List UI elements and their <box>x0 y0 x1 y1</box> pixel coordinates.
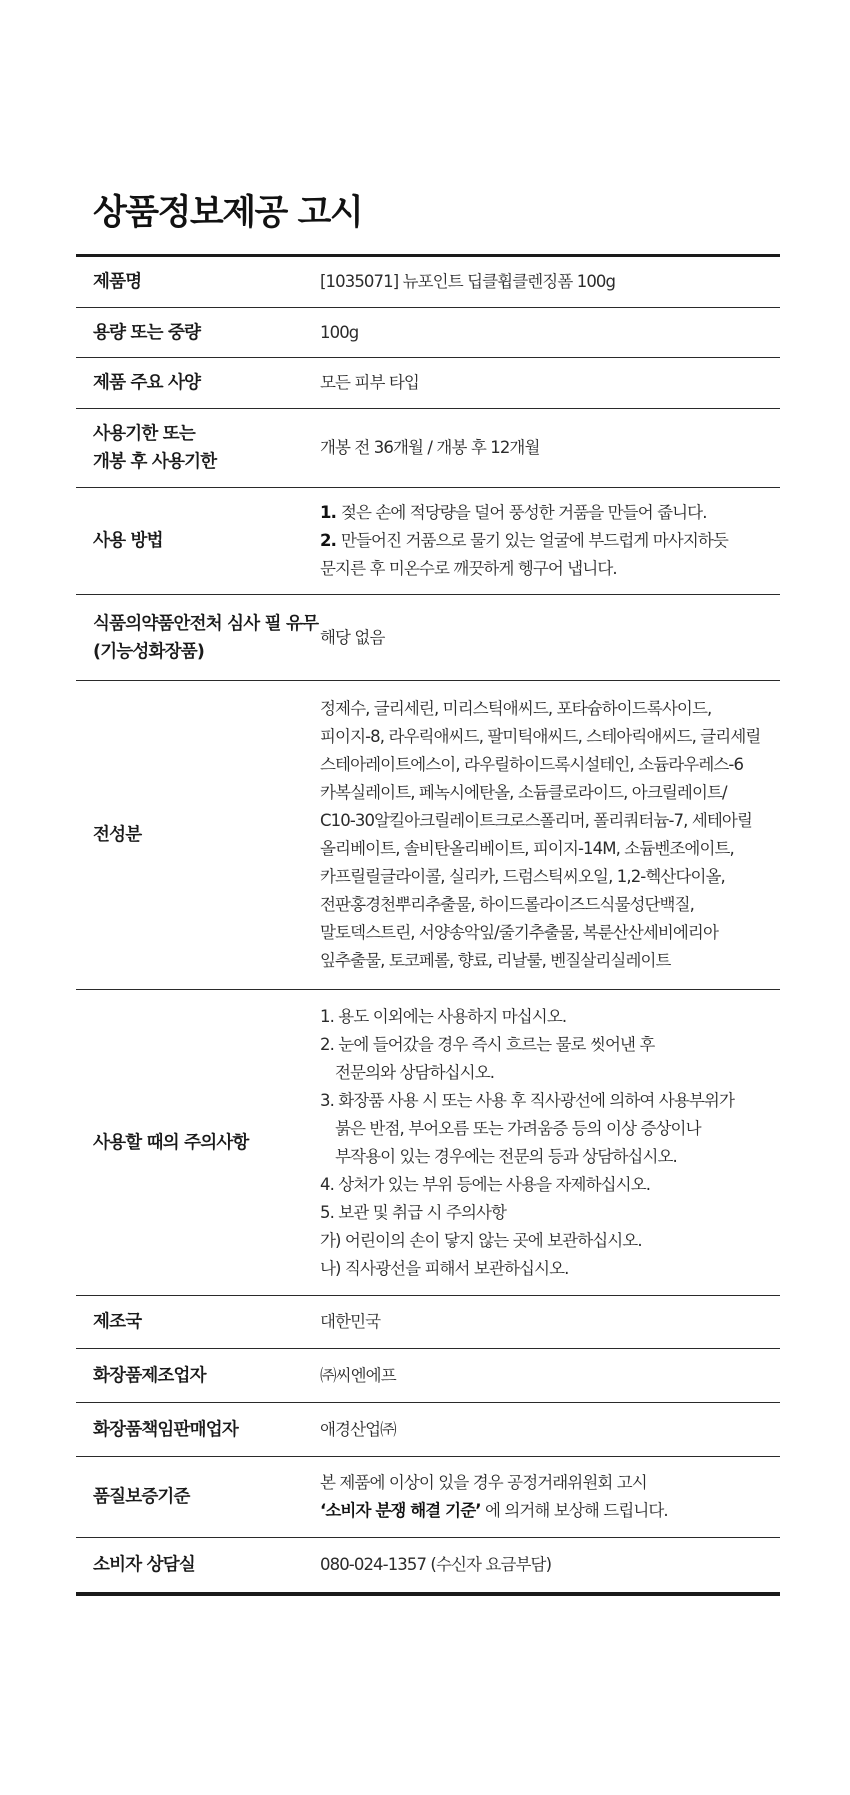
row-mfds <box>76 595 780 681</box>
row-ingredients <box>76 681 780 990</box>
row-label: 사용 방법 <box>93 531 163 551</box>
row-value: 080-024-1357 (수신자 요금부담) <box>320 1555 552 1574</box>
quality-rest: 에 의거해 보상해 드립니다. <box>480 1501 668 1520</box>
ingredient-line: 말토덱스트린, 서양송악잎/줄기추출물, 복룬산산세비에리아 <box>320 923 719 942</box>
step-text: 젖은 손에 적당량을 덜어 풍성한 거품을 만들어 줍니다. <box>340 503 707 522</box>
ingredient-line: 잎추출물, 토코페롤, 향료, 리날룰, 벤질살리실레이트 <box>320 951 671 970</box>
row-label: 소비자 상담실 <box>93 1555 195 1575</box>
row-spec <box>76 358 780 409</box>
caution-line: 1. 용도 이외에는 사용하지 마십시오. <box>320 1006 567 1026</box>
row-value <box>320 499 780 583</box>
row-value <box>320 1003 780 1283</box>
row-quality <box>76 1457 780 1538</box>
row-label: 화장품제조업자 <box>93 1365 206 1386</box>
quality-emphasis: ‘소비자 분쟁 해결 기준’ <box>320 1501 481 1520</box>
row-expiry <box>76 409 780 488</box>
row-label <box>76 610 320 666</box>
row-consumer <box>76 1538 780 1592</box>
label-line: 사용기한 또는 <box>93 424 195 444</box>
caution-line: 5. 보관 및 취급 시 주의사항 <box>320 1202 507 1222</box>
row-value: 100g <box>320 322 359 342</box>
usage-step <box>320 527 770 555</box>
caution-line: 4. 상처가 있는 부위 등에는 사용을 자제하십시오. <box>320 1174 651 1194</box>
ingredient-line: 카복실레이트, 페녹시에탄올, 소듐클로라이드, 아크릴레이트/ <box>320 783 727 802</box>
step-number: 2. <box>320 531 336 550</box>
row-value: 모든 피부 타입 <box>320 373 419 392</box>
ingredient-line: 정제수, 글리세린, 미리스틱애씨드, 포타슘하이드록사이드, <box>320 699 712 718</box>
caution-line: 전문의와 상담하십시오. <box>335 1062 495 1082</box>
caution-line: 2. 눈에 들어갔을 경우 즉시 흐르는 물로 씻어낸 후 <box>320 1034 655 1054</box>
usage-step-continued: 문지른 후 미온수로 깨끗하게 헹구어 냅니다. <box>320 559 617 578</box>
caution-line: 가) 어린이의 손이 닿지 않는 곳에 보관하십시오. <box>320 1230 642 1250</box>
caution-line: 3. 화장품 사용 시 또는 사용 후 직사광선에 의하여 사용부위가 <box>320 1090 734 1110</box>
caution-line: 붉은 반점, 부어오름 또는 가려움증 등의 이상 증상이나 <box>335 1118 701 1138</box>
row-label: 화장품책임판매업자 <box>93 1419 238 1440</box>
ingredient-line: C10-30알킬아크릴레이트크로스폴리머, 폴리쿼터늄-7, 세테아릴 <box>320 811 752 830</box>
row-value <box>320 1469 780 1525</box>
row-label: 사용할 때의 주의사항 <box>93 1132 249 1153</box>
row-usage <box>76 488 780 595</box>
product-info-table <box>76 254 780 1596</box>
ingredient-line: 전판홍경천뿌리추출물, 하이드롤라이즈드식물성단백질, <box>320 895 694 914</box>
usage-step <box>320 499 770 527</box>
row-label: 품질보증기준 <box>93 1487 190 1507</box>
row-label: 제조국 <box>93 1312 142 1332</box>
step-text: 만들어진 거품으로 물기 있는 얼굴에 부드럽게 마사지하듯 <box>340 531 728 550</box>
row-label: 제품 주요 사양 <box>93 373 201 393</box>
row-value: ㈜씨엔에프 <box>320 1365 396 1385</box>
label-line: (기능성화장품) <box>93 641 205 662</box>
caution-line: 부작용이 있는 경우에는 전문의 등과 상담하십시오. <box>335 1146 677 1166</box>
row-value: [1035071] 뉴포인트 딥클휩클렌징폼 100g <box>320 272 616 291</box>
row-label: 제품명 <box>93 272 142 292</box>
row-label: 용량 또는 중량 <box>93 322 201 343</box>
ingredient-line: 카프릴릴글라이콜, 실리카, 드럼스틱씨오일, 1,2-헥산다이올, <box>320 867 725 886</box>
page-title: 상품정보제공 고시 <box>93 193 363 233</box>
row-volume <box>76 308 780 358</box>
row-label <box>76 420 320 476</box>
label-line: 개봉 후 사용기한 <box>93 452 217 472</box>
row-value: 개봉 전 36개월 / 개봉 후 12개월 <box>320 438 540 457</box>
quality-line: 본 제품에 이상이 있을 경우 공정거래위원회 고시 <box>320 1473 647 1492</box>
row-product-name <box>76 257 780 308</box>
caution-line: 나) 직사광선을 피해서 보관하십시오. <box>320 1258 569 1278</box>
ingredient-line: 피이지-8, 라우릭애씨드, 팔미틱애씨드, 스테아릭애씨드, 글리세릴 <box>320 727 761 746</box>
row-cautions <box>76 990 780 1296</box>
row-value <box>320 695 780 975</box>
ingredient-line: 올리베이트, 솔비탄올리베이트, 피이지-14M, 소듐벤조에이트, <box>320 839 734 858</box>
row-value: 애경산업㈜ <box>320 1419 396 1439</box>
row-value: 해당 없음 <box>320 627 385 647</box>
row-value: 대한민국 <box>320 1312 381 1331</box>
row-country <box>76 1296 780 1349</box>
step-number: 1. <box>320 503 336 522</box>
ingredient-line: 스테아레이트에스이, 라우릴하이드록시설테인, 소듐라우레스-6 <box>320 755 744 774</box>
label-line: 식품의약품안전처 심사 필 유무 <box>93 613 319 634</box>
quality-line <box>320 1497 770 1525</box>
row-seller <box>76 1403 780 1457</box>
row-label: 전성분 <box>93 825 142 845</box>
row-manufacturer <box>76 1349 780 1403</box>
